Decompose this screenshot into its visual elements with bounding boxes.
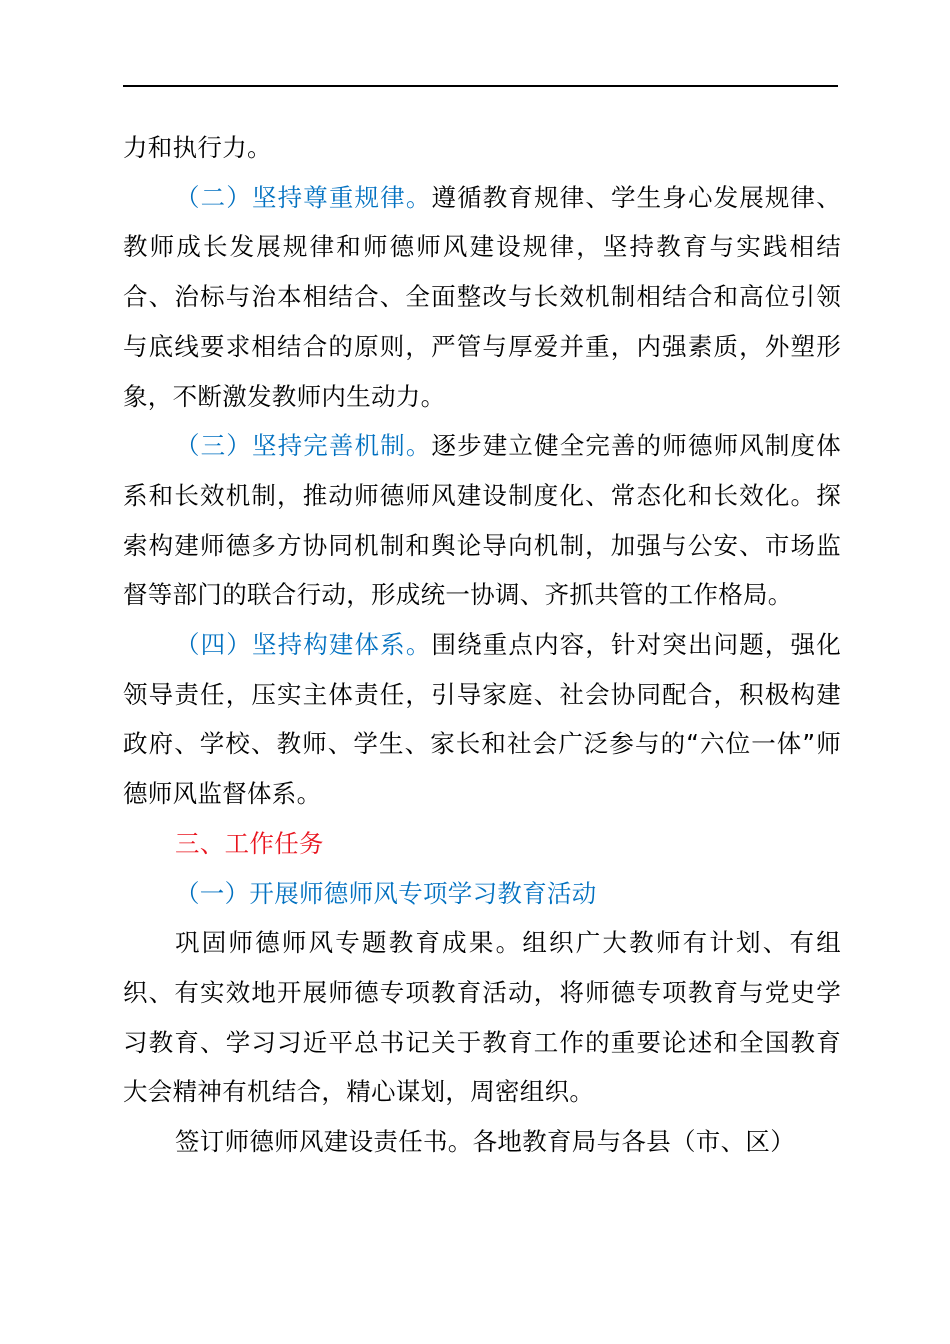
paragraph-text: 遵循教育规律、学生身心发展规律、教师成长发展规律和师德师风建设规律，坚持教育与实践相结合、治标与治本相结合、全面整改与长效机制相结合和高位引领与底线要求相结合的原则，严管与厚爱并重，内强素质，外塑形象，不断激发教师内生动力。 — [123, 182, 841, 411]
paragraph-text: 巩固师德师风专题教育成果。组织广大教师有计划、有组织、有实效地开展师德专项教育活动，将师德专项教育与党史学习教育、学习习近平总书记关于教育工作的重要论述和全国教育大会精神有机结合，精心谋划，周密组织。 — [123, 928, 841, 1107]
section-title-work-tasks: 三、工作任务 — [175, 828, 324, 858]
paragraph-improve-mechanism — [123, 421, 841, 620]
paragraph-heading: （三）坚持完善机制。 — [175, 431, 432, 461]
paragraph-text: 力和执行力。 — [123, 133, 272, 162]
paragraph-sign-responsibility — [123, 1117, 841, 1167]
paragraph-text: 签订师德师风建设责任书。各地教育局与各县（市、区） — [175, 1127, 795, 1157]
header-rule — [123, 85, 838, 87]
paragraph-consolidate-results — [123, 918, 841, 1117]
document-body — [123, 123, 841, 1167]
subsection-title-study-activity: （一）开展师德师风专项学习教育活动 — [175, 878, 597, 908]
paragraph-heading: （四）坚持构建体系。 — [175, 630, 432, 660]
paragraph-respect-rules — [123, 173, 841, 422]
paragraph-text: 围绕重点内容，针对突出问题，强化领导责任，压实主体责任，引导家庭、社会协同配合，积极构建政府、学校、教师、学生、家长和社会广泛参与的“六位一体”师德师风监督体系。 — [123, 630, 841, 809]
paragraph-heading: （二）坚持尊重规律。 — [175, 182, 432, 212]
paragraph-text: 逐步建立健全完善的师德师风制度体系和长效机制，推动师德师风建设制度化、常态化和长效化。探索构建师德多方协同机制和舆论导向机制，加强与公安、市场监督等部门的联合行动，形成统一协调、齐抓共管的工作格局。 — [123, 431, 841, 610]
paragraph-continuation — [123, 123, 841, 173]
paragraph-build-system — [123, 620, 841, 819]
